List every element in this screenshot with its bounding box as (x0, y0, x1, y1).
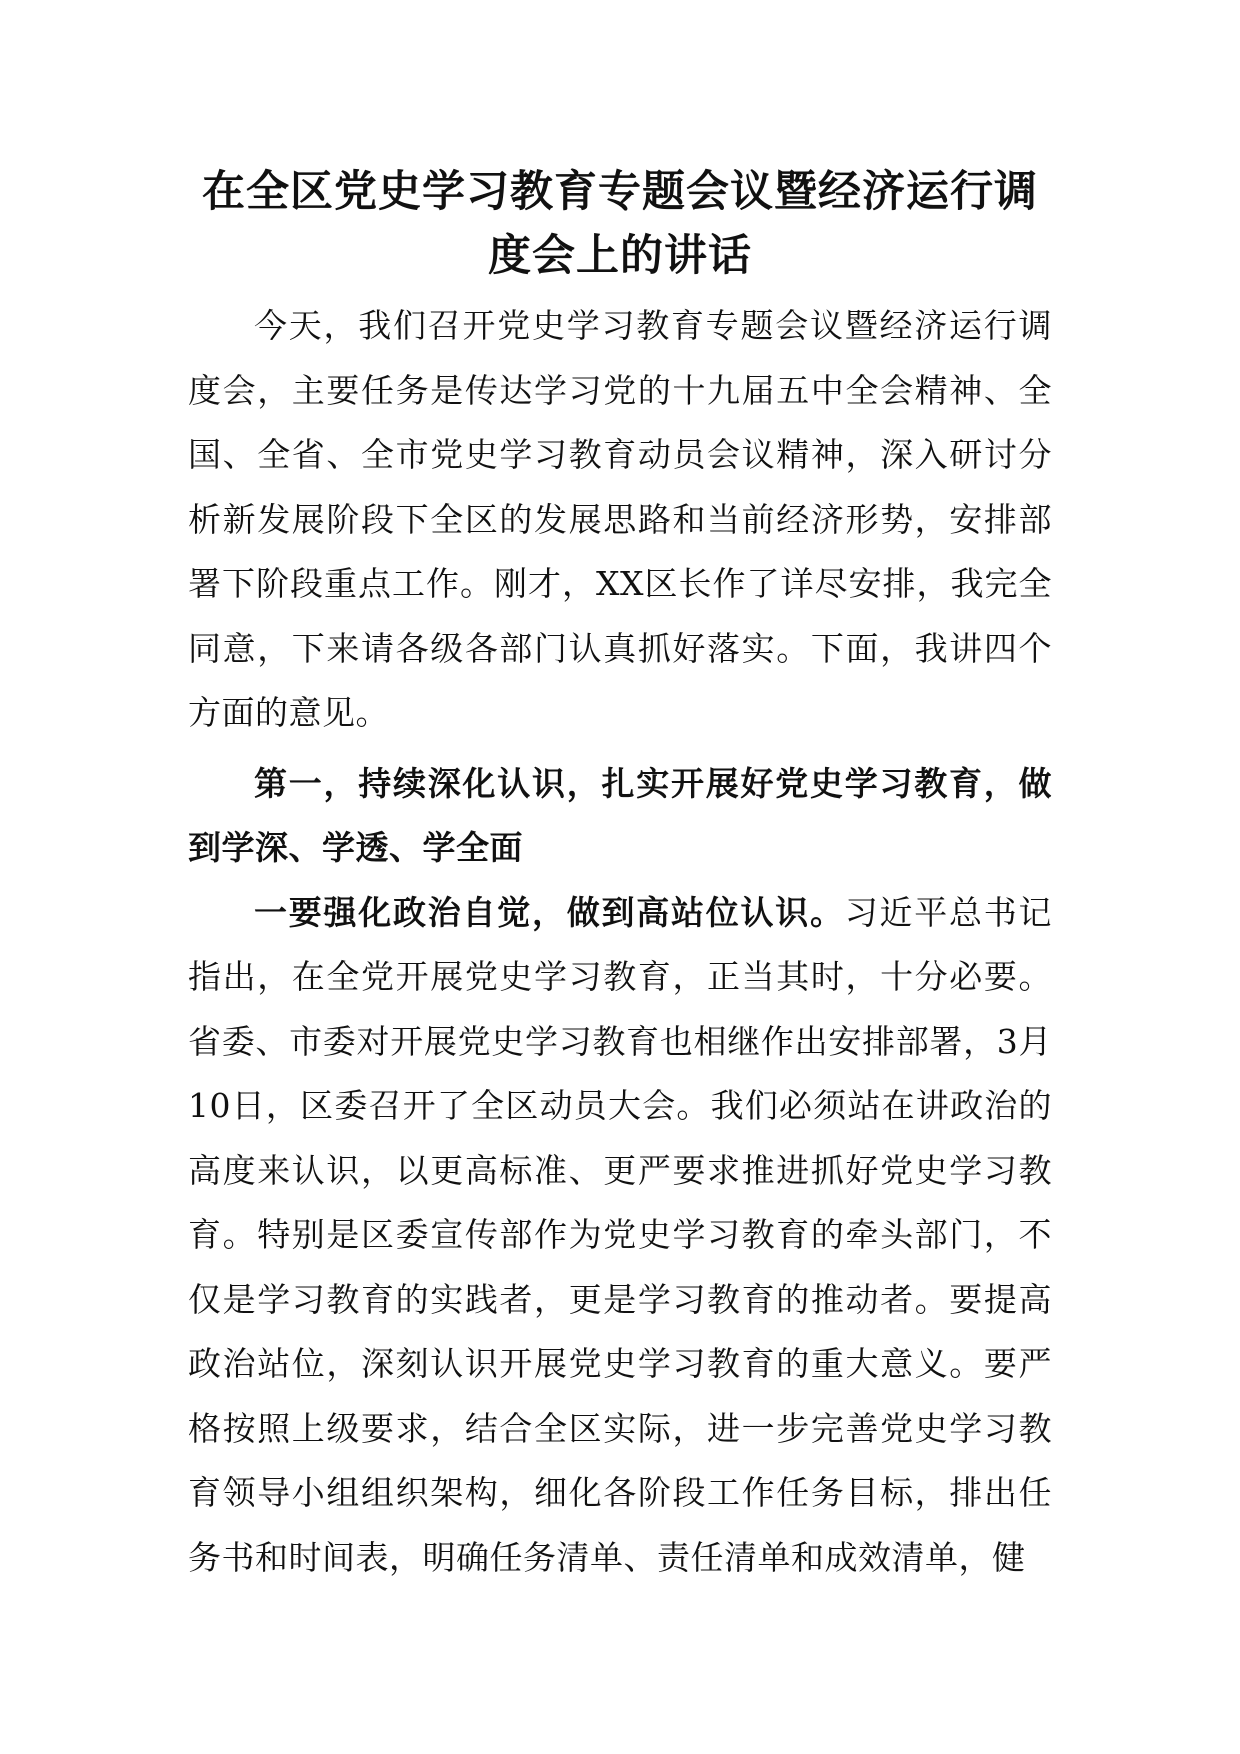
point-lead-1: 一要强化政治自觉，做到高站位认识。 (254, 892, 845, 932)
point-paragraph-1 (188, 881, 1052, 1591)
point-body-1: 习近平总书记指出，在全党开展党史学习教育，正当其时，十分必要。省委、市委对开展党史学习教育也相继作出安排部署，3月10日，区委召开了全区动员大会。我们必须站在讲政治的高度来认识，以更高标准、更严要求推进抓好党史学习教育。特别是区委宣传部作为党史学习教育的牵头部门，不仅是学习教育的实践者，更是学习教育的推动者。要提高政治站位，深刻认识开展党史学习教育的重大意义。要严格按照上级要求，结合全区实际，进一步完善党史学习教育领导小组组织架构，细化各阶段工作任务目标，排出任务书和时间表，明确任务清单、责任清单和成效清单，健 (188, 892, 1052, 1577)
document-title: 在全区党史学习教育专题会议暨经济运行调度会上的讲话 (202, 167, 1038, 281)
section-heading-1: 第一，持续深化认识，扎实开展好党史学习教育，做到学深、学透、学全面 (188, 763, 1052, 867)
document-body (188, 160, 1052, 1590)
intro-paragraph: 今天，我们召开党史学习教育专题会议暨经济运行调度会，主要任务是传达学习党的十九届五中全会精神、全国、全省、全市党史学习教育动员会议精神，深入研讨分析新发展阶段下全区的发展思路和当前经济形势，安排部署下阶段重点工作。刚才，XX区长作了详尽安排，我完全同意，下来请各级各部门认真抓好落实。下面，我讲四个方面的意见。 (188, 306, 1052, 732)
